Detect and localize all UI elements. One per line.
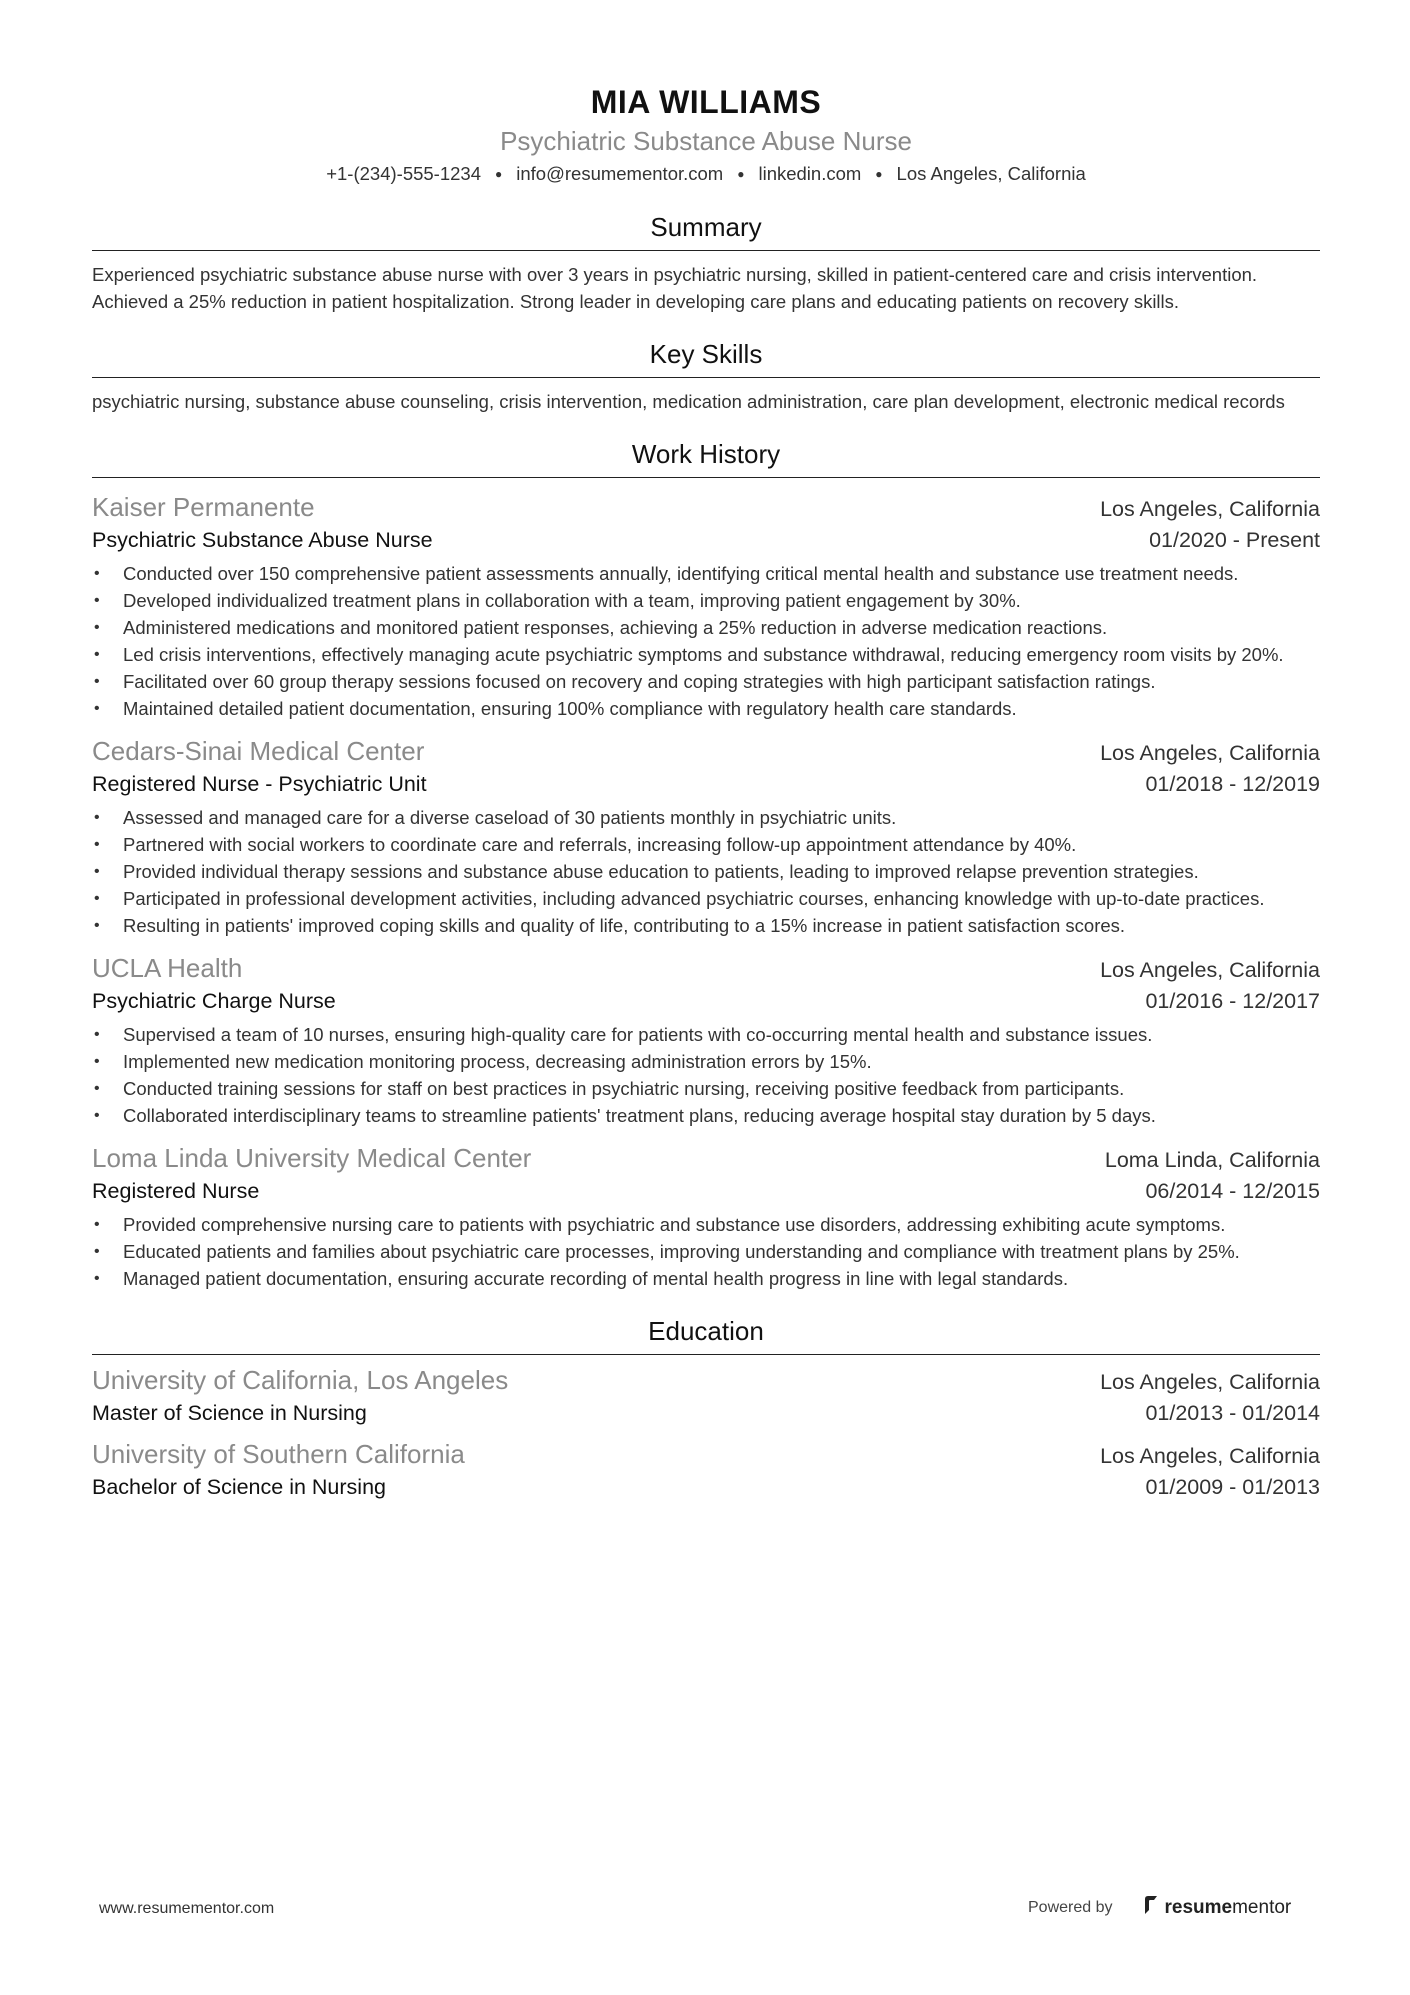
job-role: Registered Nurse [92,1179,260,1203]
brand-name-light: mentor [1232,1897,1292,1918]
job-dates: 01/2016 - 12/2017 [1145,989,1320,1013]
job-bullet: • Provided individual therapy sessions and substance abuse education to patients, leading to improved relapse prevention strategies. [92,858,1320,885]
job-bullet: • Assessed and managed care for a diverse caseload of 30 patients monthly in psychiatric units. [92,804,1320,831]
job-bullet: • Collaborated interdisciplinary teams to streamline patients' treatment plans, reducing average hospital stay duration by 5 days. [92,1102,1320,1129]
job-bullet: • Provided comprehensive nursing care to patients with psychiatric and substance use disorders, addressing exhibiting acute symptoms. [92,1211,1320,1238]
education-dates: 01/2013 - 01/2014 [1145,1401,1320,1425]
bullet-separator: ● [737,167,745,181]
school-location: Los Angeles, California [1100,1370,1320,1394]
job-entry [92,490,1320,722]
job-role: Psychiatric Charge Nurse [92,989,336,1013]
resume-page [92,80,1320,1503]
job-bullet: • Resulting in patients' improved coping skills and quality of life, contributing to a 15% increase in patient satisfaction scores. [92,912,1320,939]
job-bullet: • Facilitated over 60 group therapy sessions focused on recovery and coping strategies with high participant satisfaction ratings. [92,668,1320,695]
job-entry [92,951,1320,1129]
bullet-separator: ● [495,167,503,181]
job-bullet: • Supervised a team of 10 nurses, ensuring high-quality care for patients with co-occurring mental health and substance issues. [92,1021,1320,1048]
job-bullet: • Conducted over 150 comprehensive patient assessments annually, identifying critical mental health and substance use treatment needs. [92,560,1320,587]
degree: Master of Science in Nursing [92,1401,367,1425]
school-name: University of Southern California [92,1439,465,1469]
location: Los Angeles, California [896,163,1086,184]
linkedin-link[interactable]: linkedin.com [758,163,862,184]
education-dates: 01/2009 - 01/2013 [1145,1475,1320,1499]
skills-text: psychiatric nursing, substance abuse counseling, crisis intervention, medication administration, care plan development, electronic medical records [92,391,1285,412]
phone: +1-(234)-555-1234 [326,163,482,184]
job-bullet: • Educated patients and families about psychiatric care processes, improving understanding and compliance with treatment plans by 25%. [92,1238,1320,1265]
job-bullet: • Participated in professional development activities, including advanced psychiatric courses, enhancing knowledge with up-to-date practices. [92,885,1320,912]
employer-name: Loma Linda University Medical Center [92,1143,532,1173]
work-history-heading: Work History [92,437,1320,478]
job-location: Los Angeles, California [1100,958,1320,982]
job-bullet: • Maintained detailed patient documentation, ensuring 100% compliance with regulatory health care standards. [92,695,1320,722]
job-bullet: • Implemented new medication monitoring process, decreasing administration errors by 15%. [92,1048,1320,1075]
job-dates: 01/2018 - 12/2019 [1145,772,1320,796]
candidate-title: Psychiatric Substance Abuse Nurse [500,126,912,156]
job-bullets [92,560,1320,722]
bullet-separator: ● [875,167,883,181]
footer-website-link[interactable]: www.resumementor.com [99,1900,275,1917]
job-dates: 01/2020 - Present [1149,528,1320,552]
brand-mark-icon [1143,1895,1159,1921]
powered-by-label: Powered by [1028,1899,1113,1916]
job-bullet: • Managed patient documentation, ensuring accurate recording of mental health progress in line with legal standards. [92,1265,1320,1292]
job-location: Los Angeles, California [1100,741,1320,765]
job-entry [92,1141,1320,1292]
job-bullets [92,1021,1320,1129]
employer-name: Kaiser Permanente [92,492,315,522]
job-bullet: • Led crisis interventions, effectively managing acute psychiatric symptoms and substance withdrawal, reducing emergency room visits by 20%. [92,641,1320,668]
employer-name: UCLA Health [92,953,243,983]
job-bullet: • Conducted training sessions for staff on best practices in psychiatric nursing, receiving positive feedback from participants. [92,1075,1320,1102]
skills-section [92,337,1320,415]
brand-name-bold: resume [1164,1897,1233,1918]
job-role: Psychiatric Substance Abuse Nurse [92,528,433,552]
education-entry [92,1363,1320,1429]
education-section [92,1314,1320,1503]
employer-name: Cedars-Sinai Medical Center [92,736,425,766]
contact-line [92,160,1320,188]
job-bullets [92,1211,1320,1292]
degree: Bachelor of Science in Nursing [92,1475,386,1499]
resume-header [92,80,1320,188]
summary-text: Experienced psychiatric substance abuse nurse with over 3 years in psychiatric nursing, skilled in patient-centered care and crisis intervention. Achieved a 25% reduction in patient hospitalization. Strong leader in developing care plans and educating patients on recovery skills. [92,264,1258,312]
school-location: Los Angeles, California [1100,1444,1320,1468]
job-bullet: • Administered medications and monitored patient responses, achieving a 25% reduction in adverse medication reactions. [92,614,1320,641]
job-bullet: • Developed individualized treatment plans in collaboration with a team, improving patient engagement by 30%. [92,587,1320,614]
job-entry [92,734,1320,939]
school-name: University of California, Los Angeles [92,1365,509,1395]
education-entry [92,1437,1320,1503]
job-role: Registered Nurse - Psychiatric Unit [92,772,427,796]
skills-heading: Key Skills [92,337,1320,378]
email-link[interactable]: info@resumementor.com [516,163,724,184]
education-heading: Education [92,1314,1320,1355]
brand-logo[interactable] [1143,1895,1292,1921]
candidate-name: MIA WILLIAMS [590,84,822,120]
footer-branding [1028,1895,1291,1921]
job-location: Loma Linda, California [1104,1148,1320,1172]
job-bullet: • Partnered with social workers to coordinate care and referrals, increasing follow-up appointment attendance by 40%. [92,831,1320,858]
job-bullets [92,804,1320,939]
work-history-section [92,437,1320,1292]
summary-section [92,210,1320,315]
job-dates: 06/2014 - 12/2015 [1145,1179,1320,1203]
summary-heading: Summary [92,210,1320,251]
job-location: Los Angeles, California [1100,497,1320,521]
